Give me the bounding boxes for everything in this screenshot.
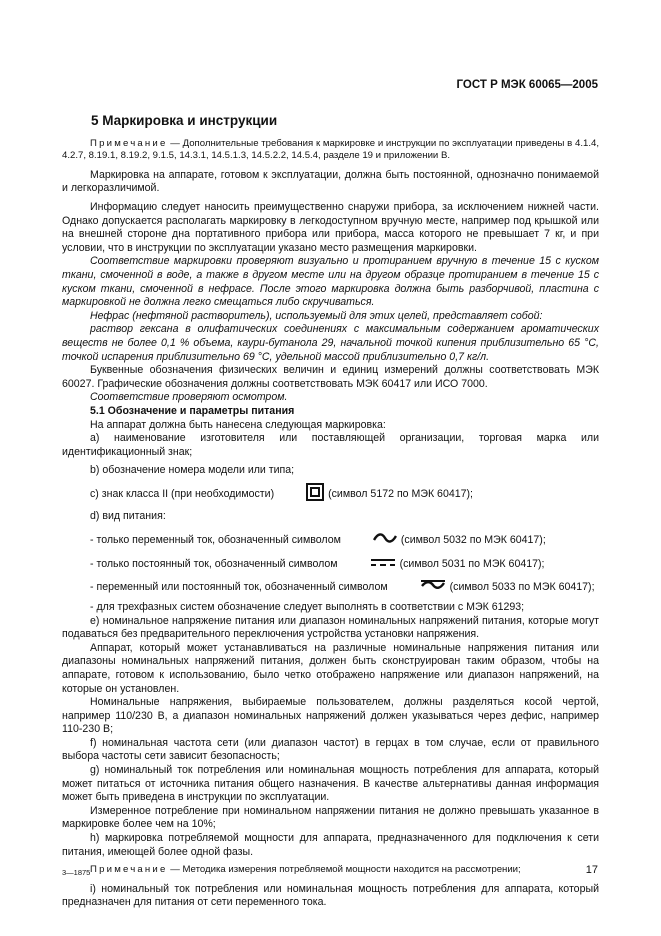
list-item-text: (символ 5031 по МЭК 60417); <box>399 557 545 570</box>
list-item-class2 <box>62 483 599 506</box>
list-item: а) наименование изготовителя или поставляющей организации, торговая марка или идентификационный знак; <box>62 432 599 458</box>
list-item-dc <box>62 557 599 572</box>
list-item-text: с) знак класса II (при необходимости) <box>90 487 275 500</box>
list-item: f) номинальная частота сети (или диапазон частот) в герцах в том случае, если от правильного выбора частоты сети зависит безопасность; <box>62 736 599 763</box>
section-title: 5 Маркировка и инструкции <box>91 113 278 128</box>
list-item: - для трехфазных систем обозначение следует выполнять в соответствии с МЭК 61293; <box>90 600 525 613</box>
note-text: — Методика измерения потребляемой мощности находится на рассмотрении; <box>170 864 521 876</box>
note-1 <box>62 138 599 163</box>
list-item: b) обозначение номера модели или типа; <box>90 464 295 477</box>
paragraph: Номинальные напряжения, выбираемые пользователем, должны разделяться косой чертой, например 110/230 В, а диапазон номинальных напряжений должен указываться через дефис, например 110-230 В; <box>62 696 599 736</box>
list-item-text: - переменный или постоянный ток, обозначенный символом <box>90 581 388 594</box>
list-item: i) номинальный ток потребления или номинальная мощность потребления для аппарата, который предназначен для питания от сети переменного тока. <box>62 882 599 909</box>
print-code: 3—1875 <box>62 868 91 877</box>
paragraph: раствор гексана в олифатических соединениях с максимальным содержанием ароматических веществ не более 0,1 % объема, каури-бутанола 29, начальной точкой кипения приблизительно 65 °С, точкой испарения приблизительно 69 °С, удельной массой приблизительно 0,7 кг/л. <box>62 323 599 363</box>
note-2 <box>62 864 599 876</box>
document-body <box>62 138 599 910</box>
paragraph: Соответствие проверяют осмотром. <box>90 391 288 404</box>
paragraph: Соответствие маркировки проверяют визуально и протиранием вручную в течение 15 с куском ткани, смоченной в воде, а также в другом месте или на другом образце протиранием в течение 15 с куском ткани, смоченной в нефрасе. После этого маркировка должна быть разборчивой, пластина с маркировкой не должна легко смещаться либо скручиваться. <box>62 255 599 309</box>
paragraph: Маркировка на аппарате, готовом к эксплуатации, должна быть постоянной, однозначно понимаемой и легкоразличимой. <box>62 168 599 195</box>
list-item: е) номинальное напряжение питания или диапазон номинальных напряжений питания, которые могут подаваться без предварительного переключения устройства установки напряжения. <box>62 614 599 641</box>
note-text: — Дополнительные требования к маркировке и инструкции по эксплуатации приведены в 4.1.4, 4.2.7, 8.19.1, 8.19.2, 9.1.5, 14.3.1, 14.5.1.3, 14.5.2.2, 14.5.4, разделе 19 и приложении В. <box>62 138 600 162</box>
subsection-title: 5.1 Обозначение и параметры питания <box>90 404 295 417</box>
ac-icon <box>345 532 397 549</box>
list-item: h) маркировка потребляемой мощности для аппарата, предназначенного для подключения к сети питания, имеющей более одной фазы. <box>62 832 599 858</box>
list-item-text: - только переменный ток, обозначенный символом <box>90 534 341 547</box>
list-item-text: - только постоянный ток, обозначенный символом <box>90 557 338 570</box>
standard-header: ГОСТ Р МЭК 60065—2005 <box>456 79 598 91</box>
list-item-text: (символ 5172 по МЭК 60417); <box>328 487 473 500</box>
page-number: 17 <box>585 864 598 876</box>
list-item: g) номинальный ток потребления или номинальная мощность потребления для аппарата, который может питаться от источника питания общего назначения. В качестве альтернативы данная информация может быть приведена в инструкции по эксплуатации. <box>62 764 599 804</box>
paragraph: Буквенные обозначения физических величин и единиц измерений должны соответствовать МЭК 60027. Графические обозначения должны соответствовать МЭК 60417 или ИСО 7000. <box>62 364 599 390</box>
paragraph: Аппарат, который может устанавливаться на различные номинальные напряжения питания или диапазоны номинальных напряжений питания, должен быть сконструирован таким образом, чтобы на аппарате, готовом к использованию, было четко отображено напряжение или диапазон напряжений, на которые он установлен. <box>62 641 599 695</box>
paragraph: Измеренное потребление при номинальном напряжении питания не должно превышать указанное в маркировке более чем на 10%; <box>62 804 599 831</box>
list-item-ac <box>62 532 599 549</box>
list-item-text: (символ 5032 по МЭК 60417); <box>400 534 546 547</box>
class-ii-icon <box>278 483 324 506</box>
list-item-acdc <box>62 579 599 596</box>
dc-icon <box>342 557 396 572</box>
paragraph: На аппарат должна быть нанесена следующая маркировка: <box>90 418 386 431</box>
paragraph: Нефрас (нефтяной растворитель), используемый для этих целей, представляет собой: <box>90 309 543 322</box>
note-label: Примечание <box>90 138 168 149</box>
list-item-text: (символ 5033 по МЭК 60417); <box>449 581 595 594</box>
paragraph: Информацию следует наносить преимущественно снаружи прибора, за исключением нижней части. Однако допускается располагать маркировку в легкодоступном вручную месте, например под крышкой или на внешней стороне дна портативного прибора или прибора, масса которого не превышает 7 кг, и при условии, что в инструкции по эксплуатации указано место размещения маркировки. <box>62 201 599 254</box>
list-item: d) вид питания: <box>90 510 166 523</box>
note-label: Примечание <box>90 864 168 876</box>
ac-dc-icon <box>392 579 446 596</box>
